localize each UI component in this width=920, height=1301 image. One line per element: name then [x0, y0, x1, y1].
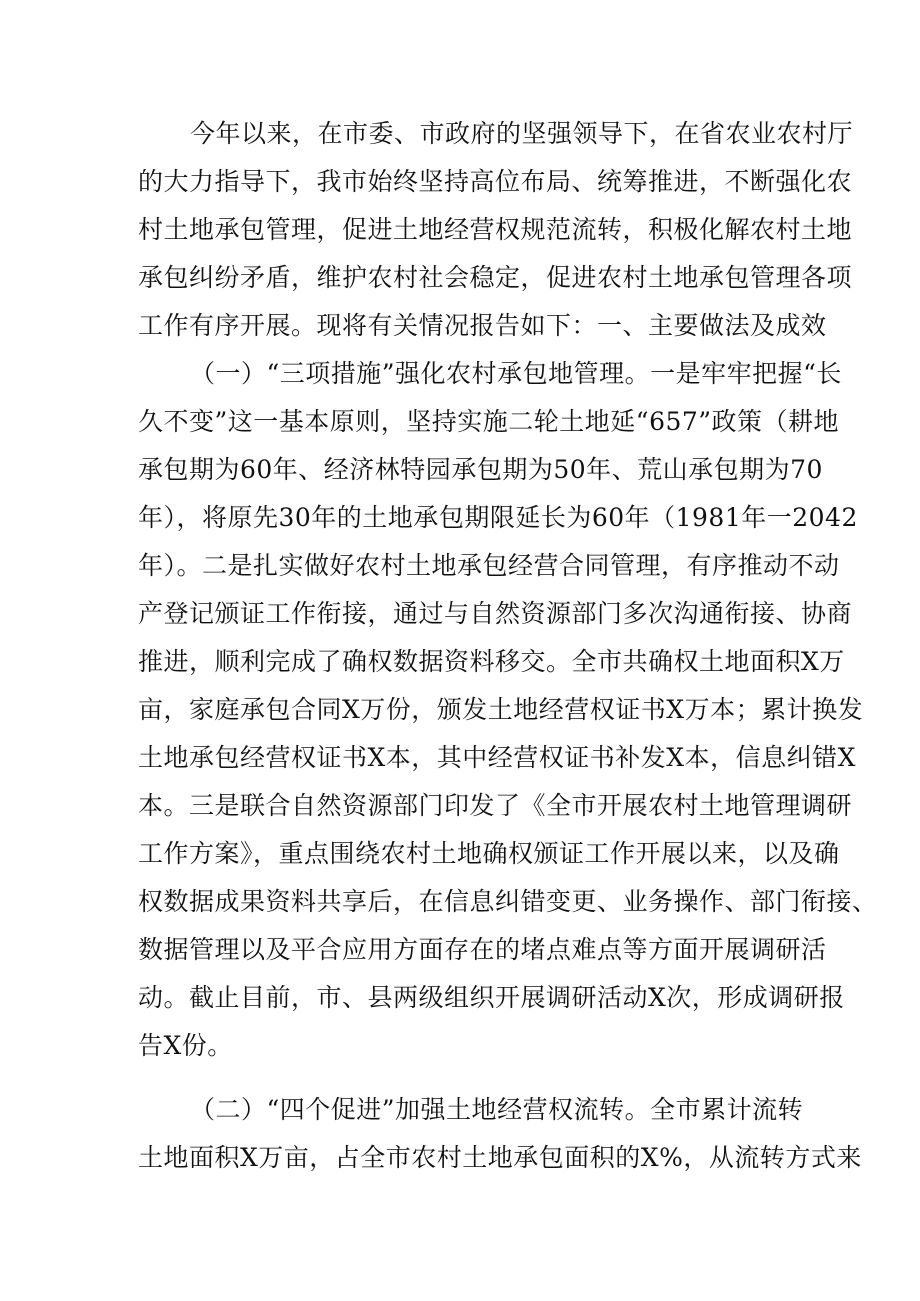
paragraph-2-line-14: 动。截止目前，市、县两级组织开展调研活动X次，形成调研报 [138, 983, 845, 1012]
paragraph-2-line-9: 土地承包经营权证书X本，其中经营权证书补发X本，信息纠错X [138, 743, 856, 772]
paragraph-2-line-10: 本。三是联合自然资源部门印发了《全市开展农村土地管理调研 [138, 791, 853, 820]
paragraph-1-line-3: 村土地承包管理，促进土地经营权规范流转，积极化解农村土地 [138, 215, 853, 244]
paragraph-2-line-12: 权数据成果资料共享后，在信息纠错变更、业务操作、部门衔接、 [138, 887, 878, 916]
paragraph-2-line-2: 久不变”这一基本原则，坚持实施二轮土地延“657”政策（耕地 [138, 407, 840, 436]
paragraph-2-line-6: 产登记颁证工作衔接，通过与自然资源部门多次沟通衔接、协商 [138, 599, 853, 628]
paragraph-2-line-13: 数据管理以及平合应用方面存在的堵点难点等方面开展调研活 [138, 935, 827, 964]
paragraph-3-line-2: 土地面积X万亩，占全市农村土地承包面积的X%，从流转方式来 [138, 1143, 862, 1172]
paragraph-2-line-15: 告X份。 [138, 1031, 233, 1060]
paragraph-1-line-5: 工作有序开展。现将有关情况报告如下：一、主要做法及成效 [138, 311, 827, 340]
paragraph-3-line-1: （二）“四个促进”加强土地经营权流转。全市累计流转 [190, 1095, 804, 1124]
paragraph-2-line-8: 亩，家庭承包合同X万份，颁发土地经营权证书X万本；累计换发 [138, 695, 864, 724]
paragraph-2-line-4: 年），将原先30年的土地承包期限延长为60年（1981年一2042 [138, 503, 858, 532]
paragraph-1-line-1: 今年以来，在市委、市政府的坚强领导下，在省农业农村厅 [190, 119, 854, 148]
paragraph-2-line-11: 工作方案》，重点围绕农村土地确权颁证工作开展以来，以及确 [138, 839, 840, 868]
paragraph-2-line-5: 年）。二是扎实做好农村土地承包经营合同管理，有序推动不动 [138, 551, 840, 580]
paragraph-2-line-1: （一）“三项措施”强化农村承包地管理。一是牢牢把握“长 [190, 359, 842, 388]
paragraph-1-line-4: 承包纠纷矛盾，维护农村社会稳定，促进农村土地承包管理各项 [138, 263, 853, 292]
paragraph-2-line-7: 推进，顺利完成了确权数据资料移交。全市共确权土地面积X万 [138, 647, 845, 676]
paragraph-2-line-3: 承包期为60年、经济林特园承包期为50年、荒山承包期为70 [138, 455, 823, 484]
paragraph-1-line-2: 的大力指导下，我市始终坚持高位布局、统筹推进，不断强化农 [138, 167, 853, 196]
